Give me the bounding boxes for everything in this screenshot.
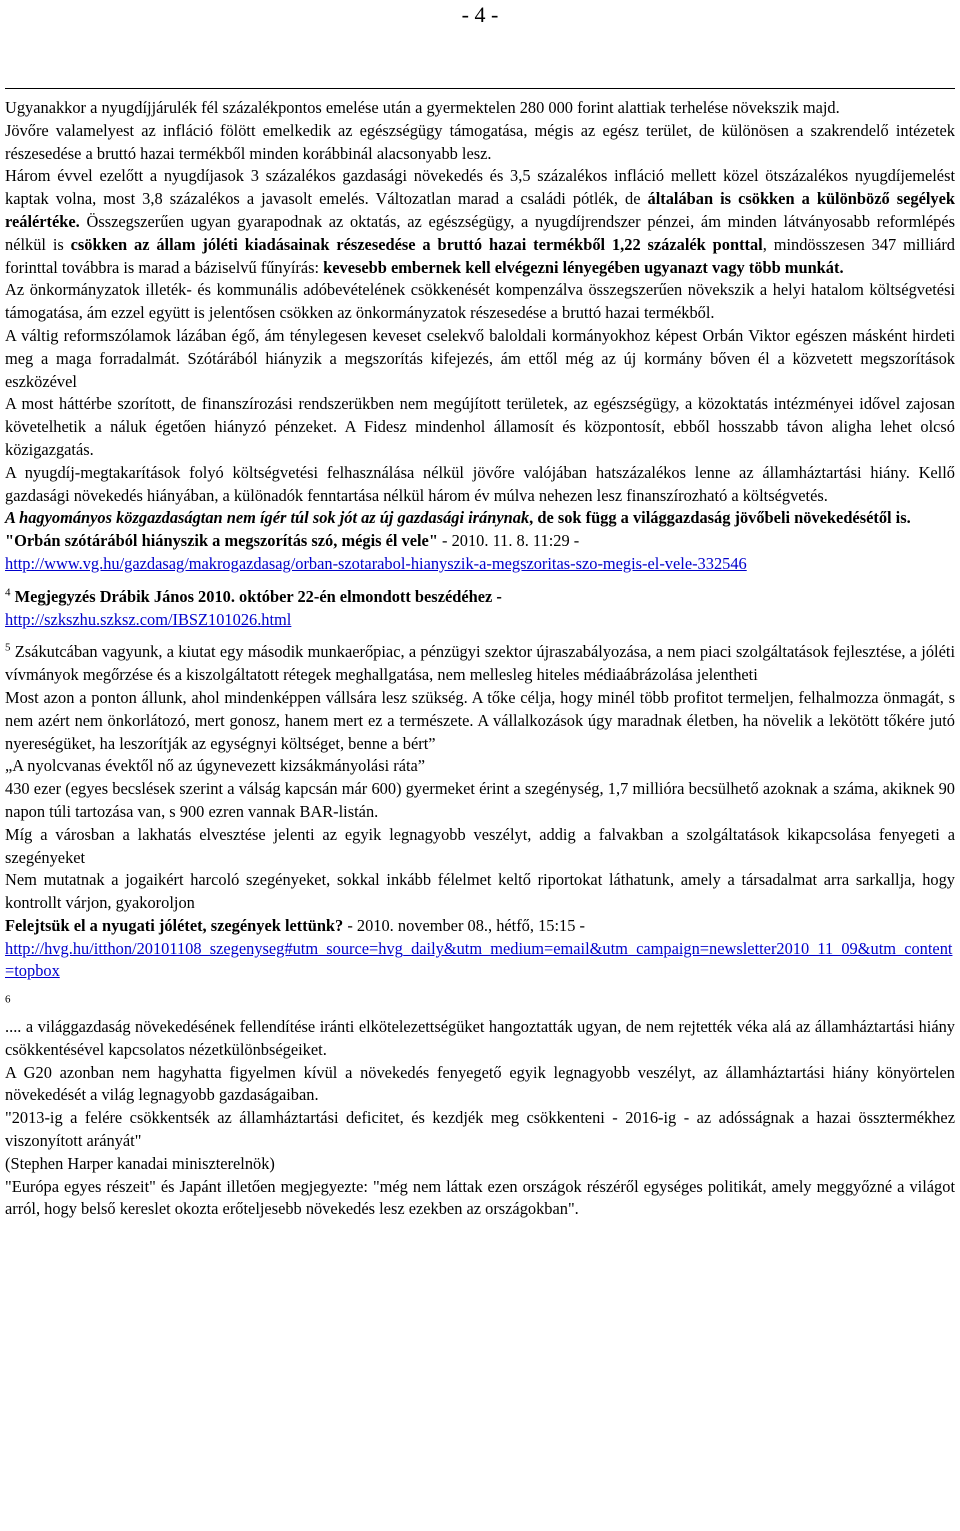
bold-text: általában is csökken a különböző segélyek reálértéke. <box>5 189 956 231</box>
source-link[interactable]: http://www.vg.hu/gazdasag/makrogazdasag/orban-szotarabol-hianyszik-a-megszoritas-szo-megis-el-vele-332546 <box>5 553 747 573</box>
article-title: Felejtsük el a nyugati jólétet, szegények lettünk? <box>5 915 344 935</box>
footnote-6 <box>5 993 955 1061</box>
page-number: - 4 - <box>461 2 499 27</box>
paragraph: Az önkormányzatok illeték- és kommunális adóbevételének csökkenését kompenzálva összegszerűen növekszik a helyi hatalom költségvetési támogatása, ám ezzel együtt is jelentősen csökken az önkormányzatok részesedése a bruttó hazai termékből. <box>5 280 955 323</box>
article-title: "Orbán szótárából hiányszik a megszorítás szó, mégis él vele" <box>5 531 438 551</box>
paragraph: A most háttérbe szorított, de finanszírozási rendszerükben nem megújított területek, az egészségügy, a közoktatás intézményei idővel zajosan követelhetik a náluk égetően hiányzó pénzeket. A Fidesz mindenhol államosít és központosít, ebből hosszabb távon aligha lehet olcsó közigazgatás. <box>5 394 955 459</box>
paragraph: Míg a városban a lakhatás elvesztése jelenti az egyik legnagyobb veszélyt, addig a falvakban a szolgáltatások kikapcsolása fenyegeti a szegényeket <box>5 824 955 867</box>
paragraph: (Stephen Harper kanadai miniszterelnök) <box>5 1153 275 1173</box>
paragraph: Jövőre valamelyest az infláció fölött emelkedik az egészségügy támogatása, mégis az egész terület, de különösen a szakrendelő intézetek részesedése a bruttó hazai termékből minden korábbinál alacsonyabb lesz. <box>5 120 955 163</box>
source-link-line <box>5 609 955 632</box>
document-body <box>5 97 955 1221</box>
footnote-text: Zsákutcában vagyunk, a kiutat egy második munkaerőpiac, a pénzügyi szektor újraszabályozása, a nem piaci szolgáltatások fejlesztése, a jóléti vívmányok megőrzése és a kiszolgáltatott rétegek meghallgatása, nem mellesleg hiteles médiaábrázolása jelentheti <box>5 642 955 685</box>
paragraph: A nyugdíj-megtakarítások folyó költségvetési felhasználása nélkül jövőre valójában hatszázalékos lenne az államháztartási hiány. Kellő gazdasági növekedés hiányában, a különadók fenntartása nélkül három év múlva nehezen lesz finanszírozható a költségvetés. <box>5 462 955 505</box>
paragraph: Ugyanakkor a nyugdíjjárulék fél százalékpontos emelése után a gyermektelen 280 000 forint alattiak terhelése növekszik majd. <box>5 98 840 117</box>
footnote-number: 5 <box>5 641 11 654</box>
footnote-title: Megjegyzés Drábik János 2010. október 22-én elmondott beszédéhez - <box>10 586 502 606</box>
paragraph <box>5 507 955 530</box>
footnote-5 <box>5 641 955 687</box>
bold-text: kevesebb embernek kell elvégezni lényegében ugyanazt vagy több munkát. <box>323 257 844 277</box>
paragraph: „A nyolcvanas évektől nő az úgynevezett kizsákmányolási ráta” <box>5 756 426 776</box>
paragraph: 430 ezer (egyes becslések szerint a válság kapcsán már 600) gyermeket érint a szegénység, 1,7 millióra becsülhető azoknak a száma, akiknek 90 napon túli tartozása van, s 900 ezren vannak BAR-listán. <box>5 779 955 821</box>
footnote-number: 6 <box>5 993 11 1006</box>
text-run: Összegszerűen ugyan gyarapodnak az oktatás, az egészségügy, a nyugdíjrendszer pénzei, ám minden látványosabb reformlépés nélkül is <box>5 211 955 254</box>
source-link[interactable]: http://szkszhu.szksz.com/IBSZ101026.html <box>5 609 292 629</box>
footnote-4 <box>5 586 955 609</box>
paragraph: "Európa egyes részeit" és Japánt illetően megjegyezte: "még nem láttak ezen országok részéről egységes politikát, amely meggyőzné a világot arról, hogy belső kereslet okozta erőteljesebb növekedés lesz ezekben az országokban". <box>5 1176 955 1219</box>
text-run: Három évvel ezelőtt a nyugdíjasok 3 százalékos gazdasági növekedés és 3,5 százalékos infláció mellett közel ötszázalékos nyugdíjemelést kaptak volna, most 3,8 százalékos a javasolt emelés. Változatlan marad a családi pótlék, de <box>5 166 955 209</box>
paragraph: A G20 azonban nem hagyhatta figyelmen kívül a növekedés fenyegető egyik legnagyobb veszélyt, az államháztartási hiány könyörtelen növekedését a világ legnagyobb gazdaságaiban. <box>5 1062 955 1105</box>
bold-italic-text: A hagyományos közgazdaságtan nem ígér túl sok jót az új gazdasági iránynak <box>5 508 530 528</box>
bold-text: csökken az állam jóléti kiadásainak részesedése a bruttó hazai termékből 1,22 százalék ponttal <box>70 234 763 254</box>
source-link[interactable]: http://hvg.hu/itthon/20101108_szegenyseg#utm_source=hvg_daily&utm_medium=email&utm_campaign=newsletter2010_11_09&utm_content=topbox <box>5 938 953 981</box>
footnote-text: .... a világgazdaság növekedésének fellendítése iránti elkötelezettségüket hangoztatták ugyan, de nem rejtették véka alá az államháztartási hiány csökkentésével kapcsolatos nézetkülönbségeiket. <box>5 1017 955 1059</box>
article-date: - 2010. november 08., hétfő, 15:15 - <box>343 915 585 935</box>
text-run: , mindösszesen 347 milliárd forinttal továbbra is marad a báziselvű fűnyírás: <box>5 234 955 277</box>
source-line <box>5 915 955 938</box>
paragraph: Nem mutatnak a jogaikért harcoló szegényeket, sokkal inkább félelmet keltő riportokat láthatunk, amely a társadalmat arra sarkallja, hogy kontrollt várjon, gyakoroljon <box>5 870 955 913</box>
source-link-line <box>5 553 955 576</box>
paragraph <box>5 165 955 279</box>
source-link-line <box>5 938 955 984</box>
header-rule <box>5 88 955 89</box>
source-line <box>5 530 955 553</box>
paragraph: A váltig reformszólamok lázában égő, ám ténylegesen keveset cselekvő baloldali kormányokhoz képest Orbán Viktor egészen másként hirdeti meg a maga forradalmát. Szótárából hiányzik a megszorítás kifejezés, ám ettől még az új kormány bőven él a közvetett megszorítások eszközével <box>5 325 955 391</box>
footnote-number: 4 <box>5 586 11 599</box>
paragraph: "2013-ig a felére csökkentsék az államháztartási deficitet, és kezdjék meg csökkenteni - 2016-ig - az adósságnak a hazai össztermékhez viszonyított arányát" <box>5 1108 955 1151</box>
article-date: - 2010. 11. 8. 11:29 - <box>437 531 580 551</box>
bold-text: , de sok függ a világgazdaság jövőbeli növekedésétől is. <box>529 508 911 528</box>
paragraph: Most azon a ponton állunk, ahol mindenképpen vállsára lesz szükség. A tőke célja, hogy minél több profitot termeljen, felhalmozza önmagát, s nem azért nem önkorlátozó, mert gonosz, hanem mert ez a természete. A vállalkozások úgy maradnak életben, ha növelik a lekötött tőkére jutó nyereségüket, ha leszorítják az egységnyi költséget, benne a bért” <box>5 687 955 753</box>
